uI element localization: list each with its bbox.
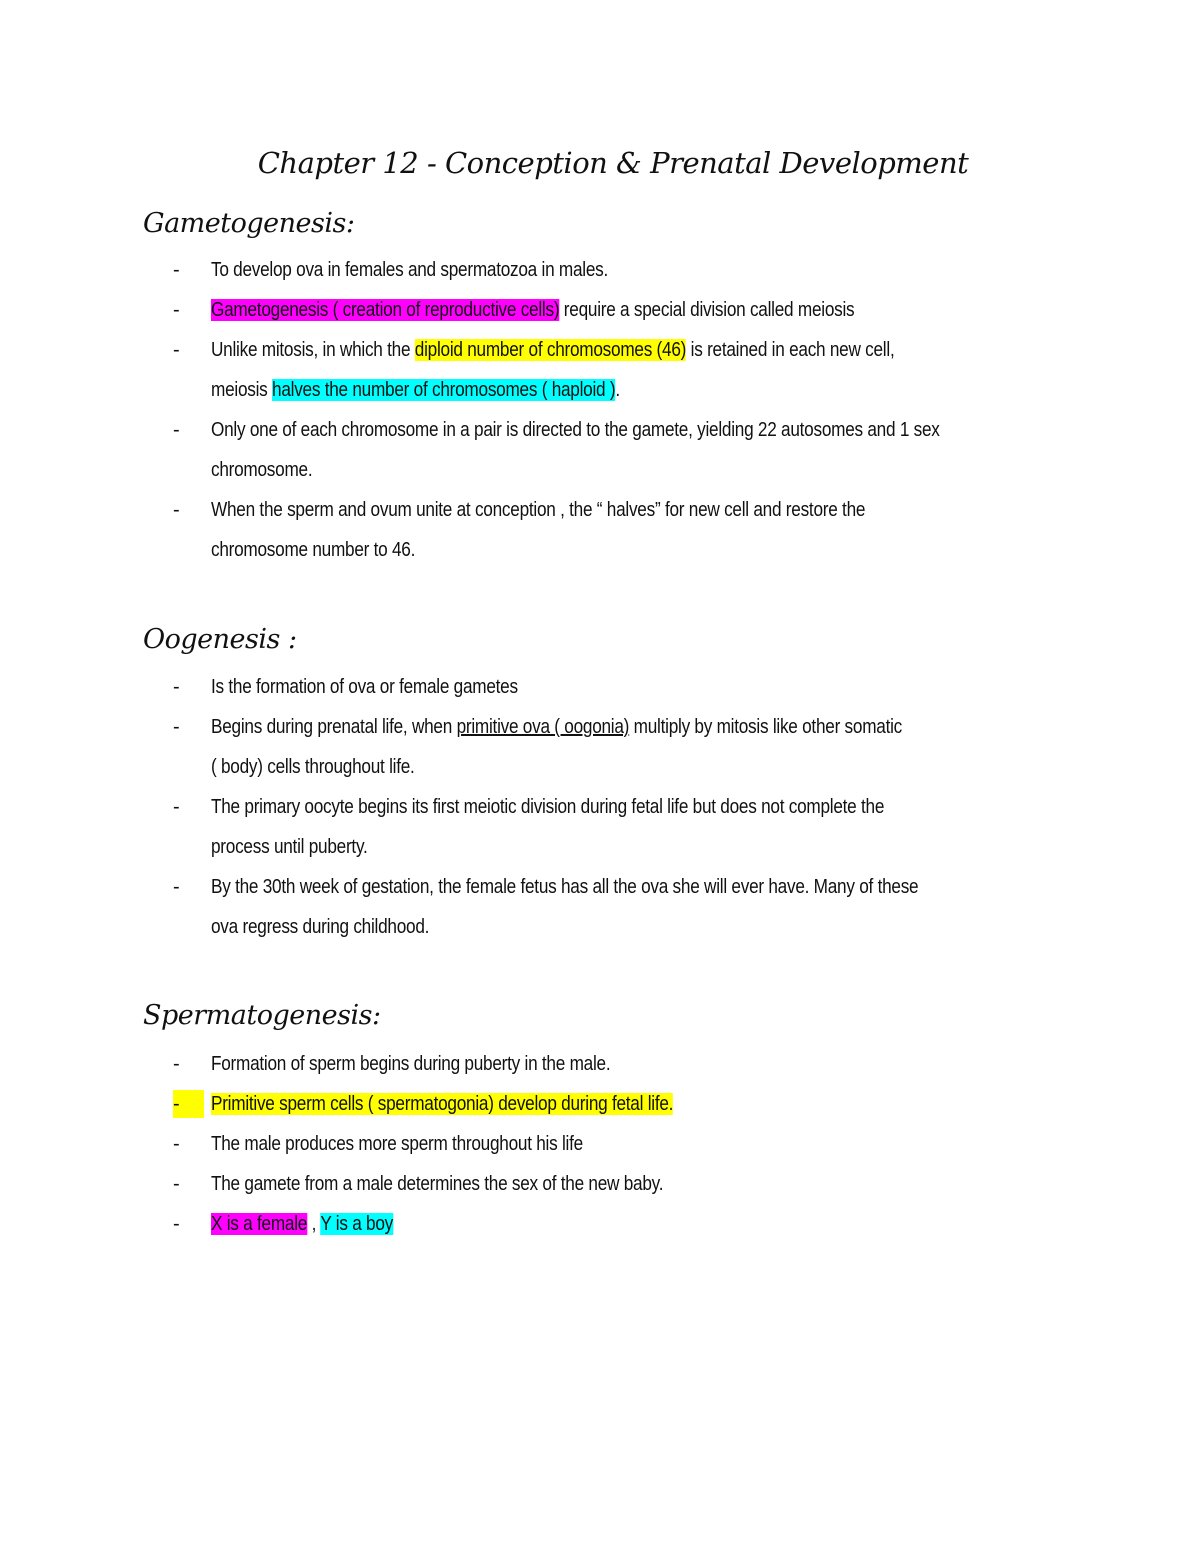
item-text: multiply by mitosis like other somatic <box>629 716 903 738</box>
bullet-dash: - <box>173 339 180 361</box>
bullet-dash: - <box>173 716 180 738</box>
item-text: To develop ova in females and spermatozoa in males. <box>211 259 609 281</box>
item-text: ( body) cells throughout life. <box>211 756 415 778</box>
list-item <box>0 1044 1200 1084</box>
highlight-yellow: diploid number of chromosomes (46) <box>414 339 687 361</box>
list-item <box>0 1164 1200 1204</box>
bullet-dash: - <box>173 796 180 818</box>
list-item <box>0 250 1200 290</box>
heading-gametogenesis: Gametogenesis: <box>143 208 355 239</box>
bullet-dash: - <box>173 1213 180 1235</box>
bullet-dash: - <box>173 299 180 321</box>
item-text: The gamete from a male determines the sex of the new baby. <box>211 1173 664 1195</box>
list-item <box>0 290 1200 330</box>
heading-oogenesis: Oogenesis : <box>143 624 297 655</box>
bullet-dash: - <box>173 1090 204 1118</box>
list-item <box>0 1084 1200 1124</box>
item-text: When the sperm and ovum unite at conception , the “ halves” for new cell and restore the <box>211 499 866 521</box>
list-item <box>0 410 1200 490</box>
oogenesis-list <box>0 667 1200 947</box>
gametogenesis-list <box>0 250 1200 570</box>
bullet-dash: - <box>173 419 180 441</box>
bullet-dash: - <box>173 676 180 698</box>
highlight-cyan: halves the number of chromosomes ( haploid ) <box>272 379 616 401</box>
item-text: ova regress during childhood. <box>211 916 430 938</box>
item-text: meiosis <box>211 379 273 401</box>
list-item <box>0 490 1200 570</box>
item-text: By the 30th week of gestation, the female fetus has all the ova she will ever have. Many of these <box>211 876 919 898</box>
item-text: , <box>307 1213 321 1235</box>
item-text: The primary oocyte begins its first meiotic division during fetal life but does not complete the <box>211 796 885 818</box>
list-item <box>0 867 1200 947</box>
highlight-pink: X is a female <box>211 1213 308 1235</box>
bullet-dash: - <box>173 1053 180 1075</box>
bullet-dash: - <box>173 1173 180 1195</box>
item-text: . <box>615 379 620 401</box>
item-text: Formation of sperm begins during puberty in the male. <box>211 1053 611 1075</box>
list-item <box>0 1124 1200 1164</box>
item-text: Begins during prenatal life, when <box>211 716 457 738</box>
page-title: Chapter 12 - Conception & Prenatal Development <box>257 146 969 180</box>
item-text: Only one of each chromosome in a pair is directed to the gamete, yielding 22 autosomes and 1 sex <box>211 419 940 441</box>
heading-spermatogenesis: Spermatogenesis: <box>143 1000 381 1031</box>
highlight-pink: Gametogenesis ( creation of reproductive cells) <box>211 299 560 321</box>
item-text: process until puberty. <box>211 836 368 858</box>
list-item <box>0 707 1200 787</box>
highlight-yellow: Primitive sperm cells ( spermatogonia) develop during fetal life. <box>211 1093 674 1115</box>
list-item <box>0 1204 1200 1244</box>
bullet-dash: - <box>173 499 180 521</box>
spermatogenesis-list <box>0 1044 1200 1244</box>
item-text: require a special division called meiosis <box>559 299 855 321</box>
item-text: The male produces more sperm throughout his life <box>211 1133 583 1155</box>
item-text: Is the formation of ova or female gametes <box>211 676 518 698</box>
item-text: Unlike mitosis, in which the <box>211 339 415 361</box>
bullet-dash: - <box>173 876 180 898</box>
highlight-cyan: Y is a boy <box>320 1213 393 1235</box>
item-text: chromosome number to 46. <box>211 539 416 561</box>
list-item <box>0 667 1200 707</box>
item-text: is retained in each new cell, <box>686 339 895 361</box>
underlined-term: primitive ova ( oogonia) <box>456 716 630 738</box>
bullet-dash: - <box>173 1133 180 1155</box>
list-item <box>0 787 1200 867</box>
item-text: chromosome. <box>211 459 313 481</box>
list-item <box>0 330 1200 410</box>
bullet-dash: - <box>173 259 180 281</box>
